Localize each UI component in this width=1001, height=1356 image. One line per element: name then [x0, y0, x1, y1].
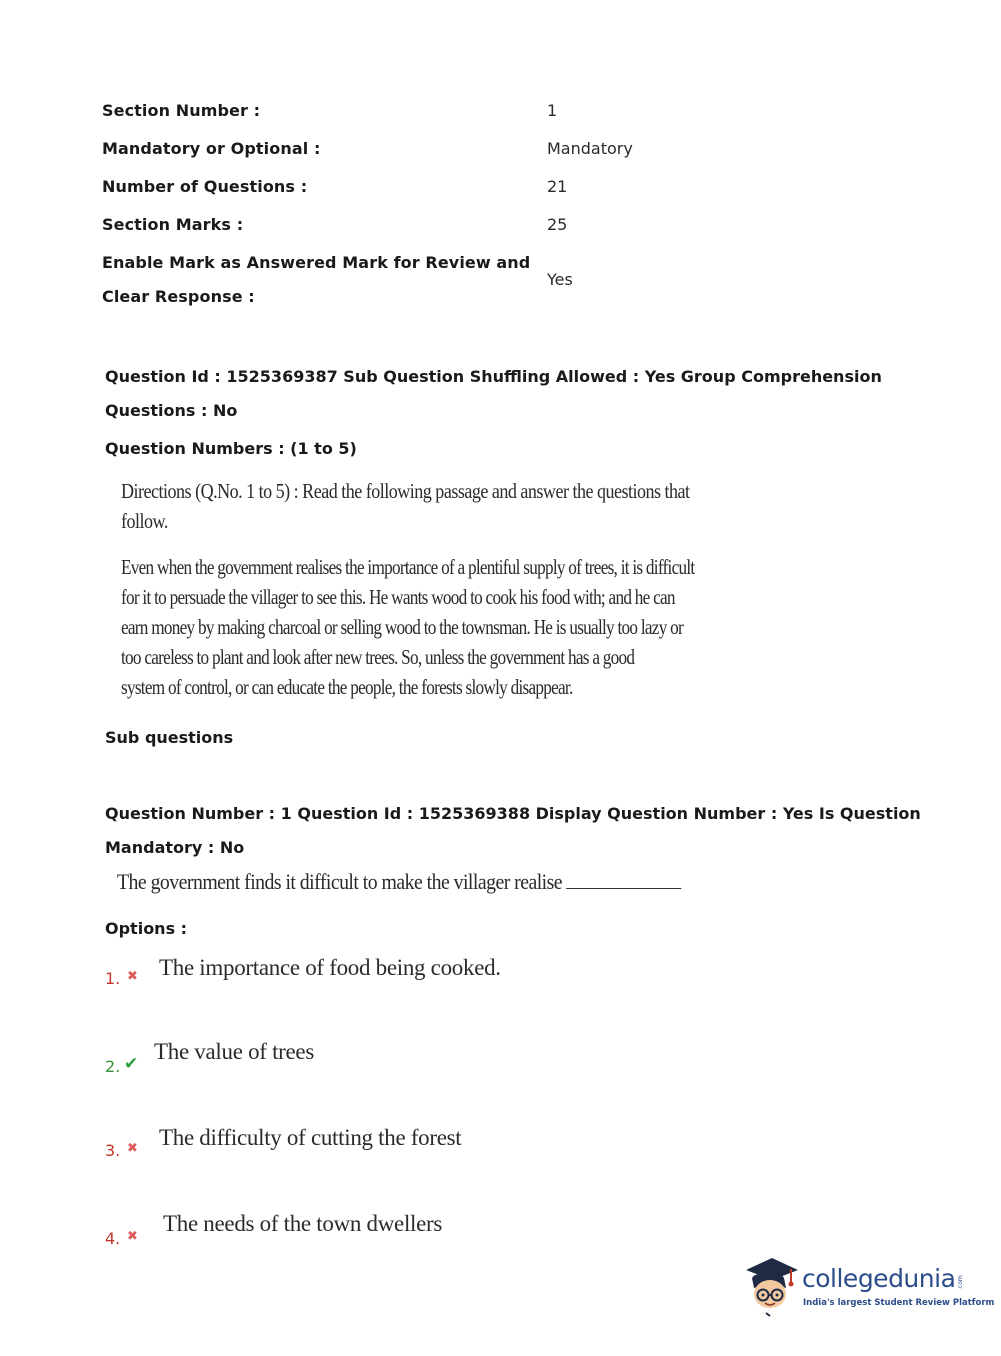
- answer-blank: [566, 870, 681, 889]
- option-text: The difficulty of cutting the forest: [159, 1125, 462, 1150]
- logo-com: .com: [957, 1275, 964, 1290]
- question-header-line1: Question Number : 1 Question Id : 1525369388 Display Question Number : Yes Is Question: [105, 804, 921, 823]
- option-text: The value of trees: [154, 1039, 314, 1064]
- passage-line: Even when the government realises the importance of a plentiful supply of trees, it is difficult: [121, 555, 695, 579]
- directions-line1: Directions (Q.No. 1 to 5) : Read the following passage and answer the questions that: [121, 479, 690, 503]
- check-mark-icon: ✔: [124, 1054, 139, 1074]
- passage-line: system of control, or can educate the people, the forests slowly disappear.: [121, 675, 573, 699]
- number-of-questions-label: Number of Questions :: [102, 177, 308, 196]
- group-header-line1: Question Id : 1525369387 Sub Question Shuffling Allowed : Yes Group Comprehension: [105, 367, 882, 386]
- directions-line2: follow.: [121, 509, 168, 533]
- wrong-mark-icon: ✖: [127, 1229, 138, 1244]
- option-text: The needs of the town dwellers: [163, 1211, 443, 1236]
- option-text: The importance of food being cooked.: [159, 955, 501, 980]
- passage-line: earn money by making charcoal or selling wood to the townsman. He is usually too lazy or: [121, 615, 684, 639]
- option-number: 2.: [105, 1057, 121, 1076]
- question-stem-text: The government finds it difficult to make the villager realise: [117, 869, 563, 894]
- enable-mark-value: Yes: [547, 270, 573, 289]
- section-marks-value: 25: [547, 215, 568, 234]
- collegedunia-logo[interactable]: [742, 1250, 995, 1320]
- group-header-line2: Questions : No: [105, 401, 238, 420]
- question-header-line2: Mandatory : No: [105, 838, 245, 857]
- passage-line: for it to persuade the villager to see this. He wants wood to cook his food with; and he can: [121, 585, 675, 609]
- passage: [121, 552, 695, 702]
- enable-mark-label-line2: Clear Response :: [102, 287, 255, 306]
- section-number-label: Section Number :: [102, 101, 261, 120]
- wrong-mark-icon: ✖: [127, 1141, 138, 1156]
- section-number-value: 1: [547, 101, 558, 120]
- directions: [121, 476, 690, 536]
- option-number: 3.: [105, 1141, 121, 1160]
- mascot-icon: [742, 1250, 800, 1318]
- option-number: 1.: [105, 969, 121, 988]
- options-label: Options :: [105, 919, 188, 938]
- section-marks-label: Section Marks :: [102, 215, 244, 234]
- option-number: 4.: [105, 1229, 121, 1248]
- logo-tagline: India's largest Student Review Platform: [803, 1298, 995, 1308]
- question-stem: [117, 869, 682, 895]
- number-of-questions-value: 21: [547, 177, 568, 196]
- mandatory-label: Mandatory or Optional :: [102, 139, 321, 158]
- logo-name: collegedunia: [802, 1264, 956, 1293]
- passage-line: too careless to plant and look after new trees. So, unless the government has a good: [121, 645, 635, 669]
- wrong-mark-icon: ✖: [127, 969, 138, 984]
- sub-questions-label: Sub questions: [105, 728, 234, 747]
- mandatory-value: Mandatory: [547, 139, 633, 158]
- enable-mark-label-line1: Enable Mark as Answered Mark for Review and: [102, 253, 531, 272]
- question-numbers: Question Numbers : (1 to 5): [105, 439, 357, 458]
